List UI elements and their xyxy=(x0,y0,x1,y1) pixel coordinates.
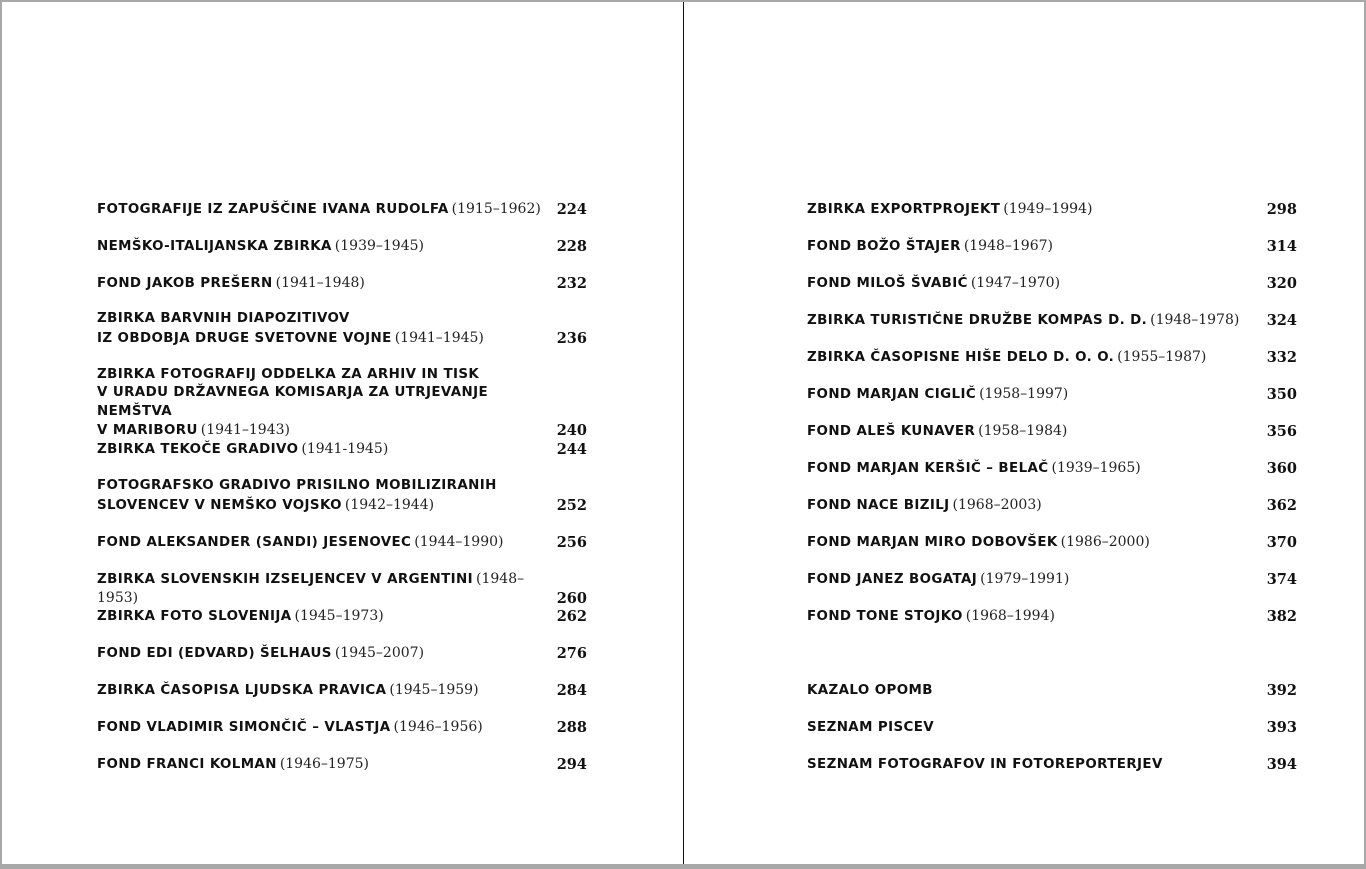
toc-entry-years: (1958–1997) xyxy=(979,385,1069,402)
toc-entry-text xyxy=(807,237,1261,257)
toc-entry-page-number: 244 xyxy=(556,440,587,458)
toc-entry-page-number: 332 xyxy=(1266,348,1297,366)
toc-entry-page-number: 228 xyxy=(556,237,587,255)
toc-entry-page-number: 382 xyxy=(1266,607,1297,625)
toc-entry-title-line: FOND BOŽO ŠTAJER xyxy=(807,238,961,254)
toc-entry-title-line: FOND FRANCI KOLMAN xyxy=(97,756,277,772)
toc-entry[interactable] xyxy=(807,496,1297,516)
toc-entry-title-line: FOND MARJAN MIRO DOBOVŠEK xyxy=(807,534,1058,550)
toc-entry-text xyxy=(97,533,551,553)
toc-entry[interactable] xyxy=(807,200,1297,220)
toc-entry-title xyxy=(807,535,1058,550)
toc-entry-years: (1947–1970) xyxy=(970,274,1061,291)
toc-entry-page-number: 284 xyxy=(556,681,587,699)
toc-entry-text xyxy=(807,422,1261,442)
toc-entry-years: (1955–1987) xyxy=(1117,348,1207,365)
toc-entry-text xyxy=(97,366,551,441)
book-spread xyxy=(2,2,1364,864)
toc-entry-page-number: 294 xyxy=(556,755,587,773)
toc-entry-title xyxy=(97,477,551,513)
toc-entry-text xyxy=(807,755,1261,775)
toc-entry-title-line: ZBIRKA ČASOPISNE HIŠE DELO D. O. O. xyxy=(807,349,1115,365)
toc-entry-title-line: FOND EDI (EDVARD) ŠELHAUS xyxy=(97,645,332,661)
toc-entry[interactable] xyxy=(97,237,587,257)
toc-entry-title xyxy=(97,683,386,698)
toc-entry-page-number: 393 xyxy=(1266,718,1297,736)
toc-entry-text xyxy=(807,570,1261,590)
toc-entry-text xyxy=(97,237,551,257)
toc-entry-text xyxy=(807,607,1261,627)
toc-entry[interactable] xyxy=(807,718,1297,738)
toc-entry-years: (1958–1984) xyxy=(978,422,1068,439)
toc-entry-years: (1986–2000) xyxy=(1060,533,1150,550)
toc-entry-title xyxy=(97,572,473,587)
toc-entry[interactable] xyxy=(97,607,587,627)
toc-entry-title-line: ZBIRKA FOTOGRAFIJ ODDELKA ZA ARHIV IN TISK xyxy=(97,366,480,382)
toc-entry-page-number: 314 xyxy=(1266,237,1297,255)
toc-entry-years: (1944–1990) xyxy=(414,533,504,550)
toc-entry-text xyxy=(807,385,1261,405)
toc-entry-years: (1949–1994) xyxy=(1003,200,1093,217)
toc-entry-title-line: FOND ALEKSANDER (SANDI) JESENOVEC xyxy=(97,534,412,550)
toc-entry-title-line: SLOVENCEV V NEMŠKO VOJSKO xyxy=(97,497,342,513)
toc-entry[interactable] xyxy=(97,310,587,348)
toc-entry-page-number: 324 xyxy=(1266,311,1297,329)
toc-entry-years: (1939–1945) xyxy=(334,237,424,254)
toc-entry-years: (1945–1959) xyxy=(389,681,479,698)
toc-entry[interactable] xyxy=(807,459,1297,479)
toc-entry-title xyxy=(97,366,551,439)
toc-entry[interactable] xyxy=(807,348,1297,368)
toc-entry-title-line: FOND NACE BIZILJ xyxy=(807,497,950,513)
toc-entry-page-number: 370 xyxy=(1266,533,1297,551)
toc-entry-text xyxy=(97,310,551,348)
toc-entry[interactable] xyxy=(807,681,1297,701)
toc-entry-title xyxy=(97,720,391,735)
toc-entry-text xyxy=(97,570,551,609)
toc-entry-title-line: ZBIRKA FOTO SLOVENIJA xyxy=(97,608,292,624)
toc-entry[interactable] xyxy=(97,755,587,775)
toc-entry-title-line: ZBIRKA TURISTIČNE DRUŽBE KOMPAS D. D. xyxy=(807,312,1148,328)
toc-entry-page-number: 374 xyxy=(1266,570,1297,588)
toc-entry-page-number: 256 xyxy=(556,533,587,551)
toc-entry-title-line: ZBIRKA EXPORTPROJEKT xyxy=(807,201,1001,217)
toc-entry-text xyxy=(807,200,1261,220)
toc-entry-title-line: NEMŠKO-ITALIJANSKA ZBIRKA xyxy=(97,238,332,254)
toc-entry[interactable] xyxy=(97,477,587,515)
toc-entry-years: (1942–1944) xyxy=(344,496,435,513)
toc-entry-years: (1948–1978) xyxy=(1150,311,1240,328)
toc-entry-title-line: FOND VLADIMIR SIMONČIČ – VLASTJA xyxy=(97,719,391,735)
toc-entry-page-number: 276 xyxy=(556,644,587,662)
toc-entry[interactable] xyxy=(807,755,1297,775)
toc-entry-text xyxy=(807,274,1261,294)
toc-entry-title-line: ZBIRKA SLOVENSKIH IZSELJENCEV V ARGENTINI xyxy=(97,571,474,587)
toc-entry-title-line: FOND MILOŠ ŠVABIĆ xyxy=(807,275,968,291)
toc-entry-page-number: 232 xyxy=(556,274,587,292)
toc-entry-title-line: ZBIRKA ČASOPISA LJUDSKA PRAVICA xyxy=(97,682,387,698)
toc-entry-text xyxy=(97,755,551,775)
toc-entry-page-number: 394 xyxy=(1266,755,1297,773)
toc-entry-text xyxy=(807,718,1261,738)
toc-entry-title xyxy=(807,276,968,291)
toc-entry[interactable] xyxy=(97,366,587,441)
toc-entry[interactable] xyxy=(807,385,1297,405)
toc-entry-page-number: 350 xyxy=(1266,385,1297,403)
toc-entry-title-line: FOND TONE STOJKO xyxy=(807,608,963,624)
toc-entry[interactable] xyxy=(807,533,1297,553)
toc-entry-title xyxy=(807,609,963,624)
toc-entry-title-line: SEZNAM FOTOGRAFOV IN FOTOREPORTERJEV xyxy=(807,756,1163,772)
toc-entry-title xyxy=(97,757,277,772)
toc-entry-years: (1968–1994) xyxy=(965,607,1055,624)
toc-entry-title xyxy=(807,313,1147,328)
toc-entry-title xyxy=(807,350,1114,365)
toc-entry-title-line: ZBIRKA TEKOČE GRADIVO xyxy=(97,441,299,457)
toc-entry[interactable] xyxy=(97,274,587,294)
toc-entry-text xyxy=(97,477,551,515)
toc-entry-years: (1941–1943) xyxy=(200,422,290,438)
toc-entry-title xyxy=(97,276,273,291)
toc-entry-years: (1915–1962) xyxy=(451,200,541,217)
toc-entry[interactable] xyxy=(97,681,587,701)
toc-entry-years: (1979–1991) xyxy=(980,570,1070,587)
toc-entry-years: (1941-1945) xyxy=(301,440,389,457)
toc-entry-page-number: 236 xyxy=(556,329,587,347)
page-gutter-line xyxy=(683,2,684,864)
toc-entry-title xyxy=(807,498,950,513)
toc-entry[interactable] xyxy=(97,718,587,738)
toc-entry[interactable] xyxy=(807,311,1297,331)
toc-entry-title-line: FOTOGRAFSKO GRADIVO PRISILNO MOBILIZIRANIH xyxy=(97,478,497,493)
toc-entry[interactable] xyxy=(807,570,1297,590)
toc-entry-years: (1941–1948) xyxy=(275,274,365,291)
toc-entry-title-line: KAZALO OPOMB xyxy=(807,682,933,698)
toc-entry-text xyxy=(97,274,551,294)
toc-entry-page-number: 320 xyxy=(1266,274,1297,292)
toc-entry-text xyxy=(807,311,1261,331)
toc-entry-title xyxy=(807,572,977,587)
toc-entry[interactable] xyxy=(807,274,1297,294)
toc-entry-title xyxy=(807,202,1000,217)
toc-entry-years: (1945–2007) xyxy=(334,644,425,661)
toc-entry-title xyxy=(807,424,975,439)
toc-entry-text xyxy=(97,644,551,664)
toc-entry-text xyxy=(807,533,1261,553)
toc-entry-title-line: FOND JAKOB PREŠERN xyxy=(97,275,273,291)
toc-entry-page-number: 392 xyxy=(1266,681,1297,699)
toc-entry-years: (1939–1965) xyxy=(1051,459,1141,476)
toc-entry-page-number: 288 xyxy=(556,718,587,736)
toc-entry-text xyxy=(807,496,1261,516)
toc-entry-text xyxy=(807,348,1261,368)
toc-entry-title xyxy=(807,461,1049,476)
toc-entry-title-line: FOND ALEŠ KUNAVER xyxy=(807,423,976,439)
toc-entry-years: (1948–1953) xyxy=(97,570,525,606)
toc-entry-title-line: FOND JANEZ BOGATAJ xyxy=(807,571,978,587)
toc-entry-title xyxy=(807,387,976,402)
toc-entry[interactable] xyxy=(97,200,587,220)
toc-entry-title xyxy=(807,239,961,254)
toc-entry-title xyxy=(807,683,933,698)
toc-entry[interactable] xyxy=(807,607,1297,627)
toc-entry-title xyxy=(97,442,298,457)
toc-entry[interactable] xyxy=(807,237,1297,257)
toc-entry-years: (1946–1956) xyxy=(393,718,483,735)
toc-entry-title-line: V MARIBORU xyxy=(97,423,198,438)
toc-entry-title-line: FOTOGRAFIJE IZ ZAPUŠČINE IVANA RUDOLFA xyxy=(97,201,449,217)
toc-entry-years: (1948–1967) xyxy=(963,237,1053,254)
toc-entry-years: (1968–2003) xyxy=(952,496,1042,513)
toc-entry[interactable] xyxy=(97,570,587,609)
toc-entry-title-line: IZ OBDOBJA DRUGE SVETOVNE VOJNE xyxy=(97,330,392,346)
toc-entry-page-number: 252 xyxy=(556,496,587,514)
toc-entry-title xyxy=(97,609,292,624)
toc-entry-years: (1945–1973) xyxy=(294,607,384,624)
toc-entry-title xyxy=(807,720,934,735)
toc-entry-text xyxy=(97,718,551,738)
toc-entry-page-number: 360 xyxy=(1266,459,1297,477)
toc-entry-years: (1941–1945) xyxy=(394,329,484,346)
toc-entry[interactable] xyxy=(807,422,1297,442)
toc-entry-years: (1946–1975) xyxy=(279,755,369,772)
toc-entry-text xyxy=(97,607,551,627)
toc-entry-page-number: 262 xyxy=(556,607,587,625)
toc-entry-text xyxy=(97,681,551,701)
toc-entry-title xyxy=(97,646,332,661)
toc-entry-title-line: SEZNAM PISCEV xyxy=(807,719,935,735)
toc-entry-page-number: 260 xyxy=(556,590,587,607)
toc-entry[interactable] xyxy=(97,644,587,664)
toc-entry-text xyxy=(807,681,1261,701)
toc-entry-title-line: ZBIRKA BARVNIH DIAPOZITIVOV xyxy=(97,311,350,326)
toc-entry[interactable] xyxy=(97,533,587,553)
toc-entry-title xyxy=(97,239,332,254)
toc-entry-title-line: FOND MARJAN CIGLIČ xyxy=(807,386,977,402)
toc-entry-page-number: 298 xyxy=(1266,200,1297,218)
toc-entry-page-number: 240 xyxy=(556,422,587,439)
toc-entry-page-number: 356 xyxy=(1266,422,1297,440)
toc-entry-text xyxy=(97,440,551,460)
toc-entry-title-line: V URADU DRŽAVNEGA KOMISARJA ZA UTRJEVANJE NEMŠTVA xyxy=(97,385,489,419)
toc-entry[interactable] xyxy=(97,440,587,460)
toc-entry-page-number: 362 xyxy=(1266,496,1297,514)
toc-entry-text xyxy=(97,200,551,220)
toc-entry-title xyxy=(807,757,1163,772)
toc-entry-title xyxy=(97,202,449,217)
toc-entry-text xyxy=(807,459,1261,479)
toc-entry-title xyxy=(97,535,411,550)
toc-entry-title-line: FOND MARJAN KERŠIČ – BELAČ xyxy=(807,460,1049,476)
toc-entry-page-number: 224 xyxy=(556,200,587,218)
